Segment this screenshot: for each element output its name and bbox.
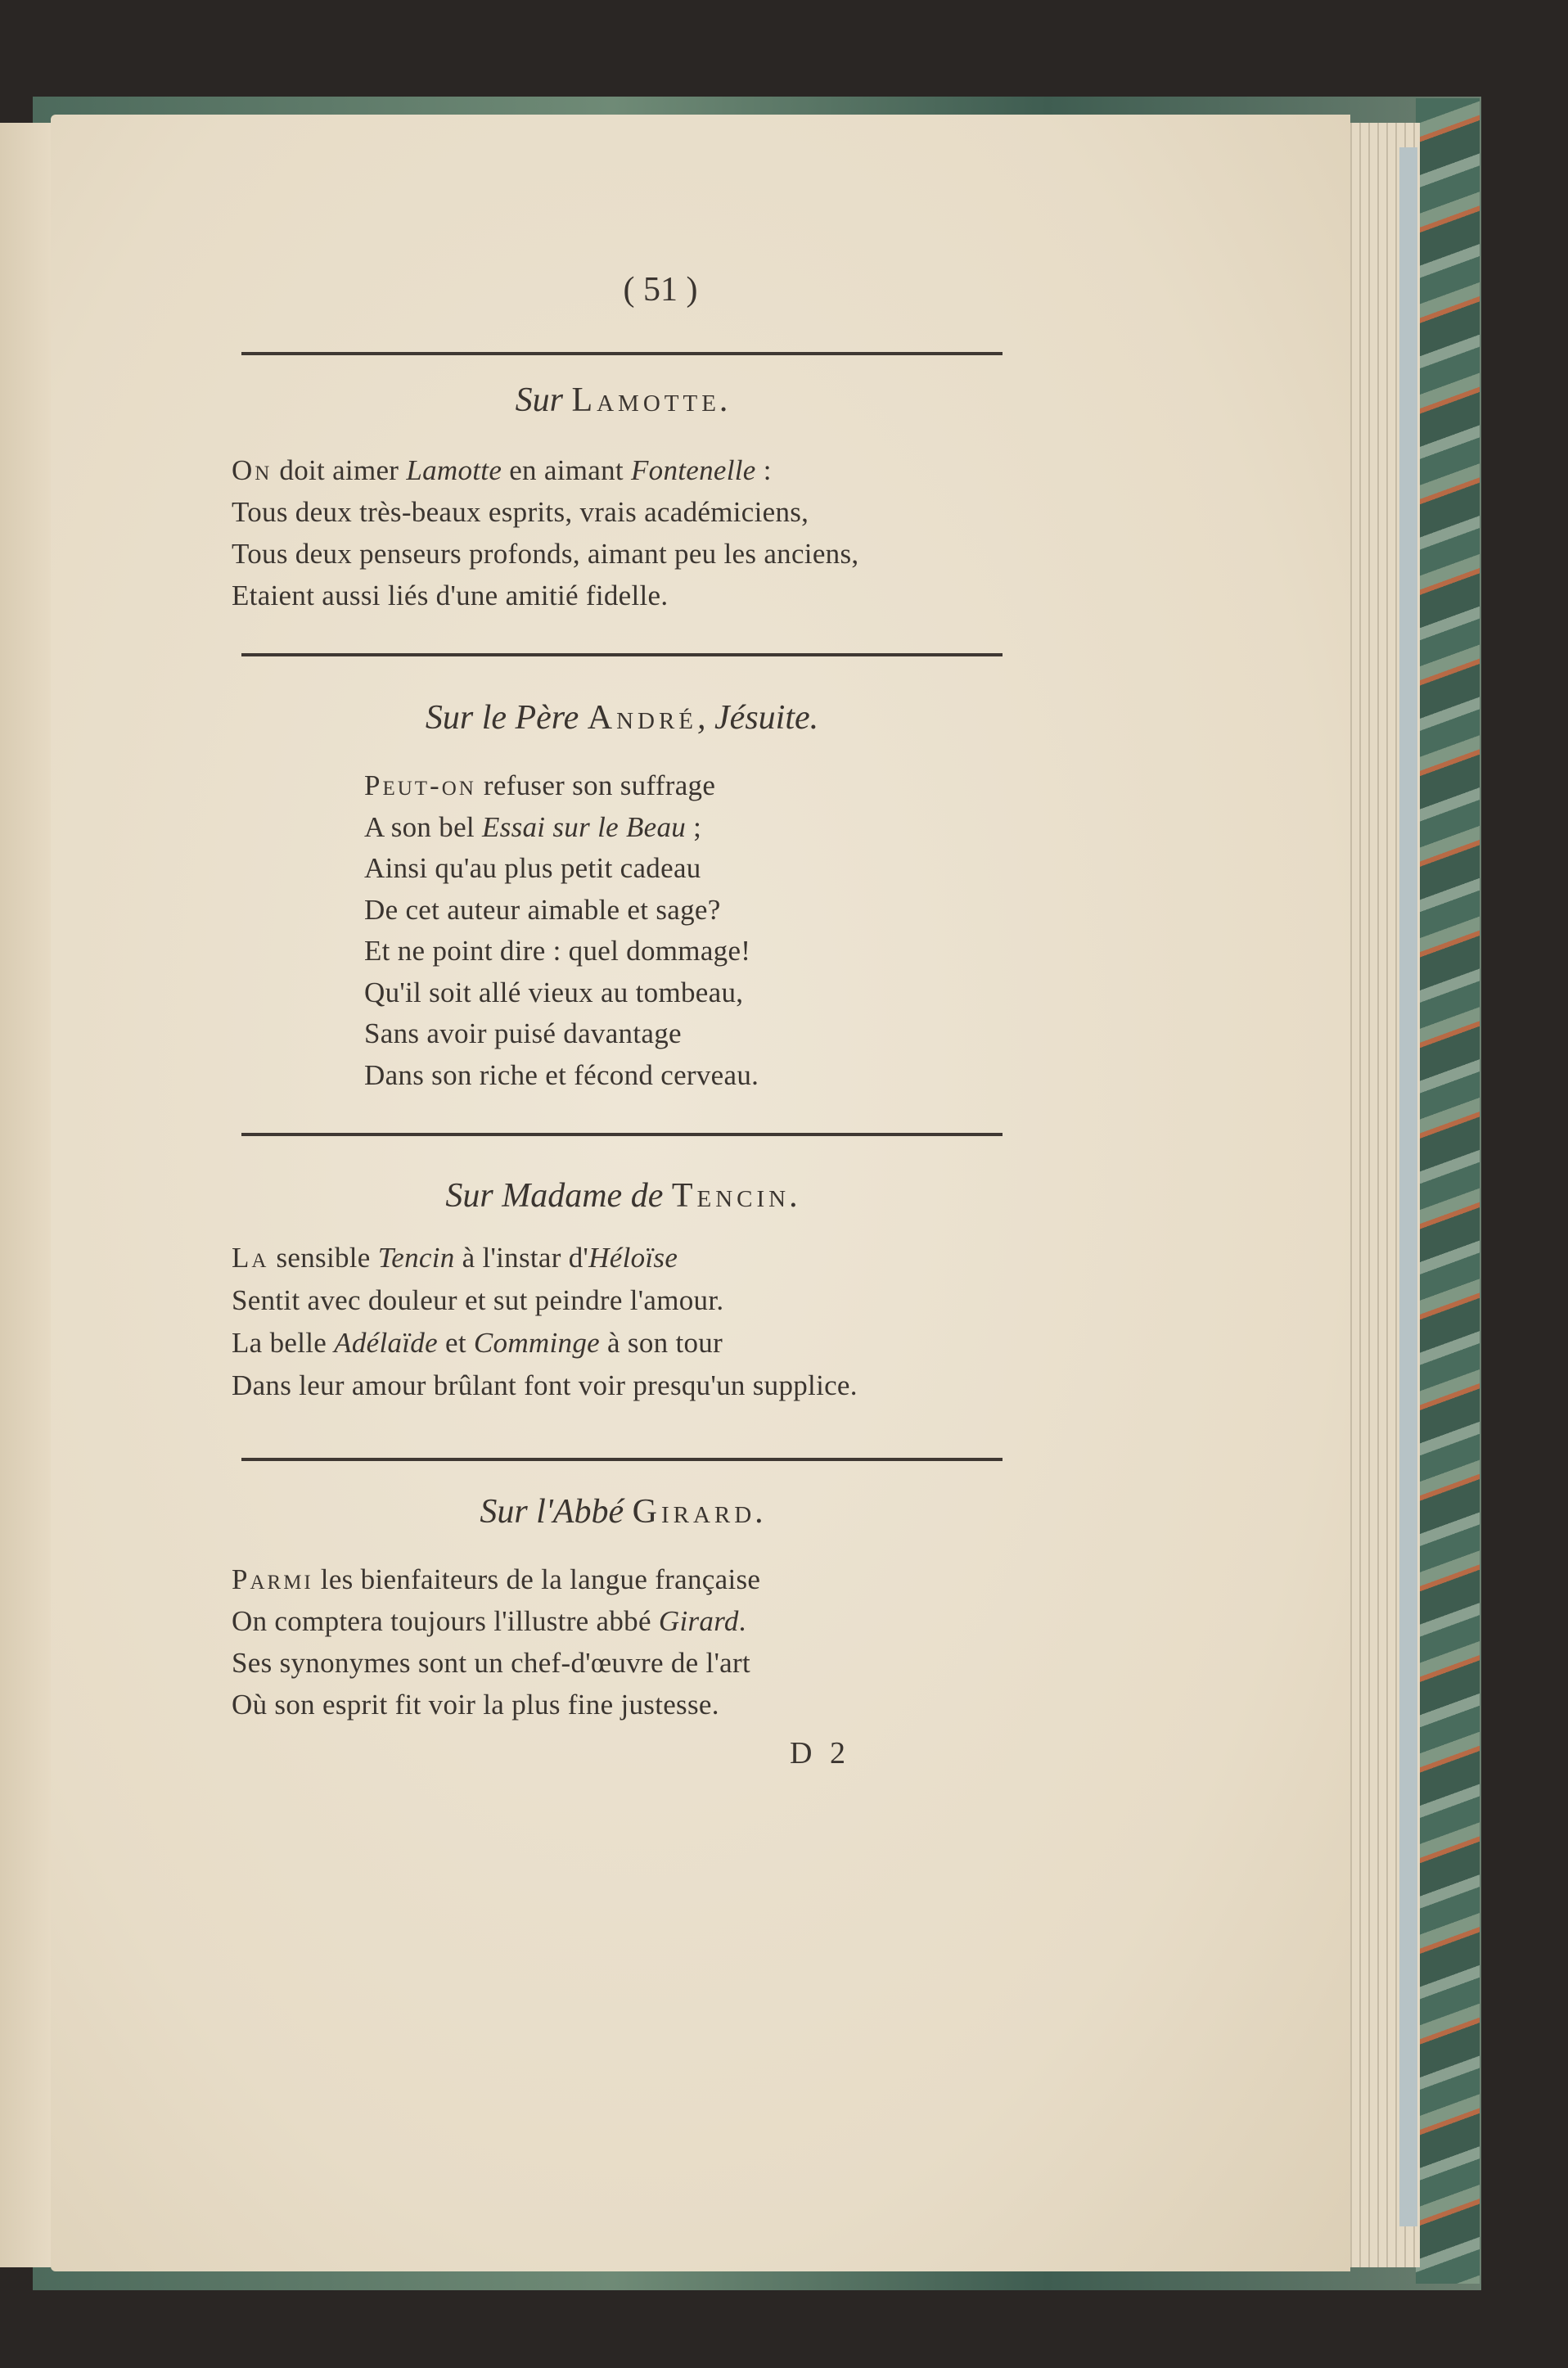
verse-text: Essai sur le Beau (481, 810, 687, 843)
verse-line (232, 580, 668, 612)
title-suffix: . (755, 1493, 764, 1531)
verse-text: en aimant (502, 454, 631, 486)
verse-text: Dans son riche et fécond cerveau. (364, 1058, 759, 1091)
verse-line (232, 1327, 723, 1360)
title-prefix: Sur le Père (425, 699, 588, 737)
rule (241, 1133, 1003, 1136)
verse-text: Comminge (473, 1327, 600, 1359)
verse-text: Lamotte (406, 454, 502, 486)
verse-text: à l'instar d' (454, 1242, 589, 1274)
verse-line (364, 894, 721, 927)
verse-line (364, 811, 701, 844)
verse-text: Et ne point dire : quel dommage! (364, 935, 751, 967)
verse-text: On (232, 454, 273, 486)
poem-title (241, 698, 1003, 737)
title-name: Tencin (671, 1177, 791, 1215)
poem-title (241, 1492, 1003, 1531)
verse-text: La (232, 1242, 269, 1274)
verse-text: Adélaïde (334, 1327, 438, 1359)
verse-text: à son tour (599, 1327, 723, 1359)
verse-text: Dans leur amour brûlant font voir presqu'un supplice. (232, 1369, 858, 1401)
page-number: ( 51 ) (623, 271, 698, 309)
verse-line (232, 1284, 723, 1317)
verse-line (232, 496, 809, 529)
verse-line (232, 1242, 678, 1274)
verse-line (364, 852, 701, 885)
title-suffix: , Jésuite. (697, 699, 819, 737)
verse-text: Tencin (377, 1242, 455, 1274)
verse-text: refuser son suffrage (475, 769, 716, 801)
verse-text: Sans avoir puisé davantage (364, 1017, 682, 1049)
verse-text: Tous deux très-beaux esprits, vrais académiciens, (232, 496, 809, 528)
verse-line (364, 935, 750, 967)
verse-text: Girard (658, 1605, 739, 1637)
verse-text: ; (686, 810, 702, 843)
rule (241, 1458, 1003, 1461)
verse-text: Où son esprit fit voir la plus fine justesse. (232, 1689, 719, 1721)
verse-line (232, 454, 772, 487)
verse-line (232, 1605, 746, 1638)
verse-line (232, 1647, 750, 1680)
title-suffix: . (719, 381, 729, 419)
verse-text: Peut-on (364, 769, 476, 801)
title-name: Girard (632, 1493, 756, 1531)
verse-text: doit aimer (272, 454, 407, 486)
verse-text: les bienfaiteurs de la langue française (313, 1563, 761, 1595)
verse-line (364, 977, 743, 1009)
verse-text: Qu'il soit allé vieux au tombeau, (364, 976, 744, 1008)
verse-line (232, 538, 858, 571)
verse-line (232, 1369, 858, 1402)
verse-text: . (738, 1605, 746, 1637)
verse-text: : (755, 454, 772, 486)
title-name: Lamotte (571, 381, 720, 419)
verse-text: La belle (232, 1327, 335, 1359)
title-suffix: . (790, 1177, 799, 1215)
signature-mark: D 2 (790, 1736, 850, 1770)
verse-text: Fontenelle (630, 454, 756, 486)
verse-line (364, 1059, 759, 1092)
verse-line (232, 1689, 719, 1721)
verse-text: Etaient aussi liés d'une amitié fidelle. (232, 580, 669, 611)
page-edge-tint (1399, 147, 1417, 2226)
verse-line (364, 1017, 682, 1050)
verse-text: A son bel (364, 810, 482, 843)
verse-text: De cet auteur aimable et sage? (364, 893, 721, 926)
verse-text: sensible (268, 1242, 378, 1274)
title-prefix: Sur l'Abbé (480, 1493, 633, 1531)
verse-text: Parmi (232, 1563, 313, 1595)
left-page-edge (0, 123, 51, 2267)
verse-text: Ses synonymes sont un chef-d'œuvre de l'art (232, 1647, 750, 1679)
rule (241, 352, 1003, 355)
title-prefix: Sur (515, 381, 572, 419)
rule (241, 653, 1003, 656)
poem-title (241, 381, 1003, 420)
verse-text: Héloïse (588, 1242, 678, 1274)
verse-text: Ainsi qu'au plus petit cadeau (364, 852, 701, 884)
verse-text: On comptera toujours l'illustre abbé (232, 1605, 659, 1637)
verse-line (364, 769, 715, 802)
poem-title (241, 1176, 1003, 1216)
verse-line (232, 1563, 760, 1596)
verse-text: Tous deux penseurs profonds, aimant peu les anciens, (232, 538, 859, 570)
marbled-board (1416, 98, 1480, 2284)
title-prefix: Sur Madame de (445, 1177, 672, 1215)
title-name: André (587, 699, 698, 737)
verse-text: et (437, 1327, 474, 1359)
verse-text: Sentit avec douleur et sut peindre l'amour. (232, 1284, 724, 1316)
